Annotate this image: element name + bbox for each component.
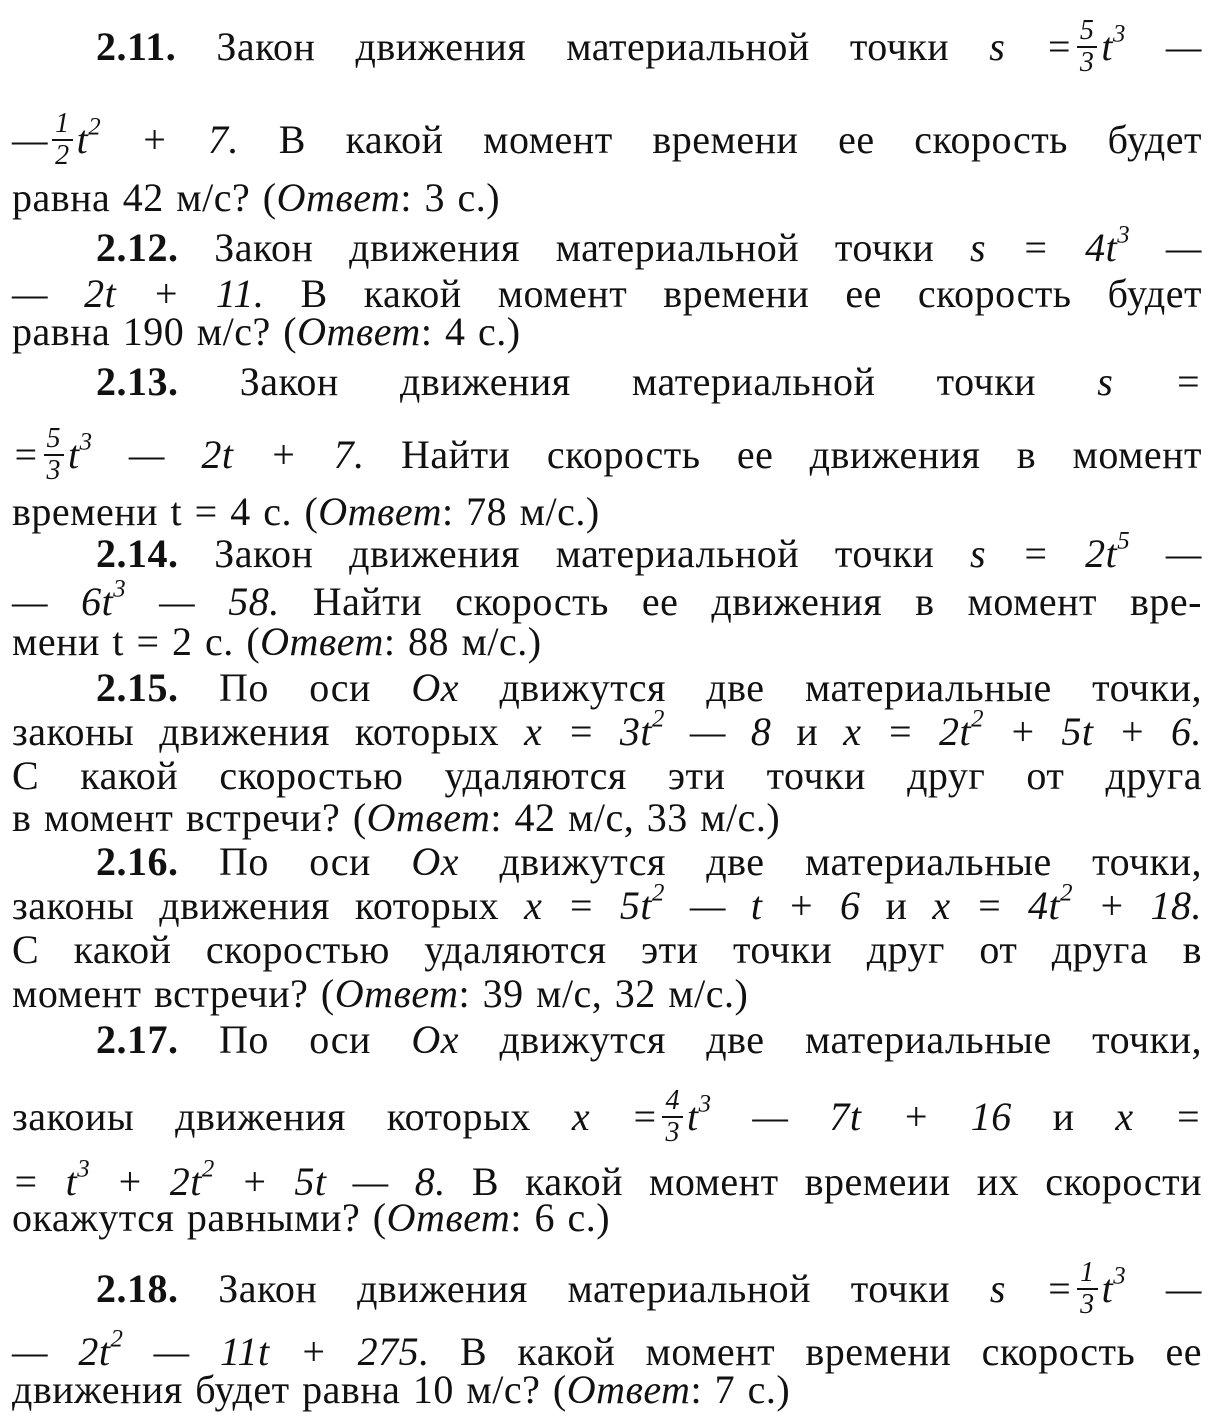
problem-number: 2.12. [96,225,179,270]
problem-2-16-line-1 [12,840,1202,884]
answer-value: 3 с. [424,175,487,220]
problem-text: движутся две материальные точки, [499,1017,1203,1062]
problem-2-16-line-2 [12,879,1203,928]
problem-2-11-line-1 [12,15,1203,82]
answer-label: Ответ [366,795,491,840]
formula: $x = 4t^2 + 18$. [932,879,1203,928]
problem-text: и [1052,1094,1075,1140]
formula: x = [1115,1094,1203,1140]
problem-2-18-line-1 [12,1257,1202,1324]
formula: — 2t + 11. [12,271,265,316]
problem-question: В какой момент времени скорость ее [459,1329,1203,1374]
problem-2-13-line-1 [12,360,1202,404]
problem-question-end: движения будет равна 10 м/с? [12,1367,541,1412]
problem-text: Закон движения материальной точки [214,531,935,576]
problem-text: Закон движения материальной точки [214,225,935,270]
problem-2-15-line-1 [12,666,1202,710]
fraction: $\frac{1}{3}$ [1077,1258,1098,1320]
problem-question-end: времени t = 4 с. [12,489,292,534]
axis-name: Ox [411,665,459,710]
problem-question-end: равна 42 м/с? [12,175,251,220]
formula: s = $\frac{1}{3}$ $t^3$ — [989,1257,1202,1320]
formula: = $\frac{5}{3}$ $t^3$ — 2t + 7. [12,423,365,486]
axis-name: Ox [411,839,459,884]
problem-2-12-line-1 [12,221,1202,270]
problem-text: По оси [218,665,371,710]
problem-question-end: момент встречи? [12,971,309,1016]
formula: — $\frac{1}{2}$ $t^2 + 7$. [12,108,239,171]
answer-label: Ответ [260,619,384,664]
problem-2-12-line-3: равна 190 м/с? (Ответ: 4 с.) [12,309,521,354]
answer-label: Ответ [334,971,459,1016]
problem-text: Закон движения материальной точки [239,359,1037,404]
answer-value: 88 м/с. [408,619,528,664]
problem-question: В какой момент времеии их скорости [471,1159,1203,1204]
answer-label: Ответ [318,489,443,534]
answer-label: Ответ [297,309,421,354]
problem-question-end: мени t = 2 с. [12,619,234,664]
problem-question: Найти скорость ее движения в момент вре- [312,579,1203,624]
problem-number: 2.17. [96,1017,179,1062]
formula: s = $\frac{5}{3}$ $t^3$ — [989,15,1203,78]
problem-2-15-line-3 [12,754,1202,798]
formula: $x = 5t^2$ — t + 6 [524,879,861,928]
problem-2-13-line-2 [12,423,1203,490]
fraction: $\frac{1}{2}$ [52,109,73,171]
problem-2-14-line-3: мени t = 2 с. (Ответ: 88 м/с.) [12,619,542,664]
problem-number: 2.15. [96,665,179,710]
problem-2-16-line-3 [12,928,1202,972]
problem-2-11-line-3: равна 42 м/с? (Ответ: 3 с.) [12,175,501,220]
fraction: $\frac{5}{3}$ [1077,16,1098,78]
fraction: $\frac{5}{3}$ [44,424,65,486]
problem-text: движутся две материальные точки, [499,839,1203,884]
formula: s = [1097,359,1202,404]
problem-question: Найти скорость ее движения в момент [401,432,1203,478]
fraction: $\frac{4}{3}$ [662,1086,683,1148]
problem-number: 2.11. [96,24,177,70]
problem-text: По оси [218,1017,371,1062]
problem-number: 2.16. [96,839,179,884]
problem-question: В какой момент времени ее скорость будет [278,117,1203,163]
problem-text: Закон движения материальной точки [218,1266,951,1312]
answer-value: 4 с. [444,309,507,354]
problem-text: законы движения которых [12,709,500,754]
problem-question-end: равна 190 м/с? [12,309,271,354]
problem-2-17-line-4: окажутся равными? (Ответ: 6 с.) [12,1195,611,1240]
formula: = $t^3 + 2t^2 + 5t$ — 8. [12,1155,446,1204]
problem-text: и [796,709,819,754]
problem-text: Закон движения материальной точки [216,24,950,70]
answer-value: 6 с. [534,1195,597,1240]
axis-name: Ox [411,1017,459,1062]
formula: — $2t^2$ — 11t + 275. [12,1325,430,1374]
problem-2-17-line-2 [12,1085,1203,1152]
formula: x = $\frac{4}{3}$ $t^3$ — 7t + 16 [571,1085,1012,1148]
formula: $x = 2t^2 + 5t + 6$. [843,705,1203,754]
problem-2-17-line-1 [12,1018,1202,1062]
answer-label: Ответ [566,1367,691,1412]
answer-label: Ответ [276,175,401,220]
problem-question: В какой момент времени ее скорость будет [300,271,1203,316]
problem-question: С какой скоростью удаляются эти точки друг от друга [12,753,1202,798]
problem-text: По оси [218,839,371,884]
problem-number: 2.14. [96,531,179,576]
problem-text: закоиы движения которых [12,1094,531,1140]
problem-question-end: в момент встречи? [12,795,341,840]
problem-number: 2.13. [96,359,179,404]
problem-2-15-line-2 [12,705,1203,754]
answer-value: 39 м/с, 32 м/с. [482,971,735,1016]
problem-number: 2.18. [96,1266,179,1312]
problem-2-11-line-2 [12,108,1203,175]
answer-value: 42 м/с, 33 м/с. [514,795,767,840]
problem-text: и [885,883,908,928]
problem-2-18-line-3: движения будет равна 10 м/с? (Ответ: 7 с.) [12,1367,791,1412]
problem-question: С какой скоростью удаляются эти точки друг от друга в [12,927,1202,972]
formula: $s = 4t^3$ — [970,221,1202,270]
problem-2-14-line-2 [12,575,1203,624]
problem-2-13-line-3: времени t = 4 с. (Ответ: 78 м/с.) [12,489,600,534]
problem-text: законы движения которых [12,883,500,928]
problem-text: движутся две материальные точки, [499,665,1203,710]
formula: — $6t^3$ — 58. [12,575,280,624]
answer-value: 7 с. [714,1367,777,1412]
problem-2-15-line-4: в момент встречи? (Ответ: 42 м/с, 33 м/с.) [12,795,781,840]
formula: $x = 3t^2$ — 8 [524,705,772,754]
textbook-page [12,0,1202,1419]
formula: $s = 2t^5$ — [970,527,1202,576]
answer-label: Ответ [386,1195,511,1240]
problem-2-16-line-4: момент встречи? (Ответ: 39 м/с, 32 м/с.) [12,971,749,1016]
problem-question-end: окажутся равными? [12,1195,361,1240]
answer-value: 78 м/с. [466,489,586,534]
problem-2-14-line-1 [12,527,1202,576]
